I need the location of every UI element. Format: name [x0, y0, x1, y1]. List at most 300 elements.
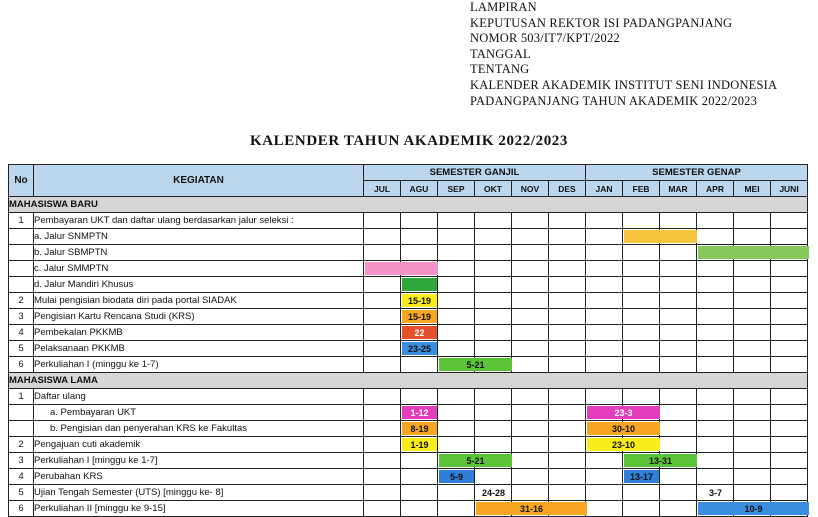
month-cell — [549, 229, 586, 245]
month-cell — [401, 357, 438, 373]
month-cell — [475, 421, 512, 437]
row-number — [9, 261, 34, 277]
activity-label: Ujian Tengah Semester (UTS) [minggu ke- 8] — [34, 485, 364, 501]
month-cell — [660, 277, 697, 293]
month-cell — [401, 325, 438, 341]
schedule-bar — [402, 278, 437, 291]
month-cell — [660, 325, 697, 341]
month-cell — [364, 309, 401, 325]
month-cell — [512, 341, 549, 357]
month-cell — [734, 245, 771, 261]
month-cell — [734, 229, 771, 245]
month-cell — [623, 453, 673, 469]
month-cell — [512, 325, 549, 341]
month-cell — [697, 469, 734, 485]
month-cell — [771, 261, 808, 277]
month-cell — [364, 405, 401, 421]
month-cell — [475, 245, 512, 261]
month-cell — [549, 357, 586, 373]
month-cell — [586, 341, 623, 357]
table-row — [9, 357, 808, 373]
month-cell — [586, 229, 623, 245]
row-number: 6 — [9, 357, 34, 373]
month-cell — [623, 501, 660, 517]
month-cell — [364, 229, 401, 245]
month-cell — [512, 469, 549, 485]
month-cell — [697, 357, 734, 373]
month-cell — [697, 341, 734, 357]
month-cell — [549, 485, 586, 501]
month-cell — [512, 357, 549, 373]
section-title: MAHASISWA LAMA — [9, 373, 808, 389]
schedule-bar: 13-17 — [624, 470, 659, 483]
month-cell — [660, 213, 697, 229]
section-row — [9, 373, 808, 389]
schedule-bar: 22 — [402, 326, 437, 339]
table-row — [9, 293, 808, 309]
month-cell — [586, 261, 623, 277]
month-cell — [549, 325, 586, 341]
activity-label: Pelaksanaan PKKMB — [34, 341, 364, 357]
month-cell — [364, 325, 401, 341]
activity-label: b. Jalur SBMPTN — [34, 245, 364, 261]
month-cell — [697, 213, 734, 229]
month-header: APR — [697, 181, 734, 197]
schedule-bar: 24-28 — [476, 486, 511, 499]
month-cell — [438, 405, 475, 421]
month-cell — [401, 277, 438, 293]
month-cell — [771, 341, 808, 357]
month-cell — [771, 213, 808, 229]
row-number: 5 — [9, 341, 34, 357]
month-cell — [660, 341, 697, 357]
month-header: OKT — [475, 181, 512, 197]
month-cell — [549, 245, 586, 261]
month-cell — [660, 453, 697, 469]
month-cell — [734, 309, 771, 325]
month-cell — [623, 405, 660, 421]
table-row — [9, 405, 808, 421]
month-cell — [660, 501, 697, 517]
month-cell — [438, 421, 475, 437]
table-row — [9, 229, 808, 245]
month-cell — [549, 501, 586, 517]
month-cell — [364, 421, 401, 437]
month-cell — [364, 293, 401, 309]
month-cell — [586, 309, 623, 325]
row-number: 4 — [9, 325, 34, 341]
month-cell — [549, 453, 586, 469]
schedule-bar: 15-19 — [402, 310, 437, 323]
month-cell — [364, 453, 401, 469]
schedule-bar: 30-10 — [587, 422, 660, 435]
month-cell — [549, 277, 586, 293]
month-cell — [660, 437, 697, 453]
month-cell — [512, 277, 549, 293]
month-cell — [401, 405, 438, 421]
month-cell — [438, 261, 475, 277]
month-cell — [586, 405, 633, 421]
month-cell — [697, 245, 734, 261]
schedule-bar: 5-9 — [439, 470, 474, 483]
month-cell — [438, 213, 475, 229]
month-cell — [438, 485, 475, 501]
month-cell — [512, 437, 549, 453]
month-cell — [697, 229, 734, 245]
month-cell — [697, 277, 734, 293]
month-cell — [771, 437, 808, 453]
activity-label: b. Pengisian dan penyerahan KRS ke Fakultas — [34, 421, 364, 437]
month-cell — [401, 245, 438, 261]
month-cell — [401, 421, 438, 437]
month-cell — [623, 469, 660, 485]
month-cell — [660, 389, 697, 405]
month-cell — [438, 341, 475, 357]
month-cell — [401, 453, 438, 469]
month-cell — [697, 325, 734, 341]
month-cell — [734, 469, 771, 485]
month-cell — [549, 261, 586, 277]
header-line: TENTANG — [470, 62, 530, 77]
month-cell — [734, 421, 771, 437]
activity-label: Pengajuan cuti akademik — [34, 437, 364, 453]
month-cell — [549, 389, 586, 405]
month-cell — [512, 485, 549, 501]
month-cell — [438, 293, 475, 309]
month-cell — [438, 469, 475, 485]
month-cell — [586, 469, 623, 485]
activity-label: d. Jalur Mandiri Khusus — [34, 277, 364, 293]
month-cell — [623, 341, 660, 357]
table-row — [9, 325, 808, 341]
month-cell — [364, 213, 401, 229]
month-cell — [623, 437, 660, 453]
month-cell — [364, 469, 401, 485]
month-cell — [771, 293, 808, 309]
header-line: KALENDER AKADEMIK INSTITUT SENI INDONESIA — [470, 77, 778, 92]
month-cell — [512, 245, 549, 261]
month-cell — [771, 501, 808, 517]
month-cell — [586, 357, 623, 373]
month-cell — [401, 389, 438, 405]
month-cell — [475, 469, 512, 485]
month-cell — [438, 245, 475, 261]
table-row — [9, 277, 808, 293]
column-header-no: No — [9, 165, 34, 197]
row-number: 6 — [9, 501, 34, 517]
column-header-kegiatan: KEGIATAN — [34, 165, 364, 197]
table-row — [9, 501, 808, 517]
month-cell — [438, 501, 475, 517]
month-cell — [771, 229, 808, 245]
month-cell — [475, 453, 512, 469]
table-row — [9, 437, 808, 453]
row-number — [9, 405, 34, 421]
month-cell — [401, 261, 438, 277]
month-cell — [660, 485, 697, 501]
month-cell — [734, 485, 771, 501]
row-number — [9, 229, 34, 245]
schedule-bar: 23-25 — [402, 342, 437, 355]
month-cell — [697, 293, 734, 309]
schedule-bar: 15-19 — [402, 294, 437, 307]
row-number — [9, 421, 34, 437]
table-row — [9, 341, 808, 357]
month-cell — [734, 389, 771, 405]
month-cell — [401, 341, 438, 357]
row-number: 3 — [9, 453, 34, 469]
table-row — [9, 485, 808, 501]
month-cell — [401, 309, 438, 325]
month-header: JUNI — [771, 181, 808, 197]
month-cell — [475, 405, 512, 421]
month-cell — [475, 437, 512, 453]
month-cell — [623, 309, 660, 325]
schedule-bar: 5-21 — [439, 454, 512, 467]
month-cell — [586, 325, 623, 341]
table-row — [9, 421, 808, 437]
activity-label: Daftar ulang — [34, 389, 364, 405]
month-cell — [512, 405, 549, 421]
month-cell — [475, 501, 544, 517]
month-cell — [734, 261, 771, 277]
month-cell — [512, 309, 549, 325]
month-cell — [475, 293, 512, 309]
activity-label: Pengisian Kartu Rencana Studi (KRS) — [34, 309, 364, 325]
month-cell — [475, 309, 512, 325]
schedule-bar: 13-31 — [624, 454, 697, 467]
activity-label: Perkuliahan I (minggu ke 1-7) — [34, 357, 364, 373]
month-cell — [660, 421, 697, 437]
page-title: KALENDER TAHUN AKADEMIK 2022/2023 — [249, 133, 569, 149]
month-cell — [512, 261, 549, 277]
month-cell — [549, 469, 586, 485]
month-cell — [697, 501, 763, 517]
month-cell — [623, 485, 660, 501]
schedule-bar: 1-19 — [402, 438, 437, 451]
month-cell — [586, 277, 623, 293]
section-title: MAHASISWA BARU — [9, 197, 808, 213]
month-cell — [697, 389, 734, 405]
month-cell — [512, 421, 549, 437]
month-cell — [438, 325, 475, 341]
month-cell — [771, 485, 808, 501]
schedule-bar: 10-9 — [698, 502, 809, 515]
month-cell — [401, 469, 438, 485]
month-header: AGU — [401, 181, 438, 197]
activity-label: Mulai pengisian biodata diri pada portal SIADAK — [34, 293, 364, 309]
row-number: 2 — [9, 293, 34, 309]
month-cell — [401, 229, 438, 245]
month-cell — [475, 485, 512, 501]
activity-label: Perkuliahan I [minggu ke 1-7] — [34, 453, 364, 469]
month-cell — [660, 309, 697, 325]
month-cell — [697, 437, 734, 453]
month-cell — [697, 421, 734, 437]
month-cell — [438, 437, 475, 453]
month-cell — [697, 485, 734, 501]
row-number: 4 — [9, 469, 34, 485]
table-row — [9, 213, 808, 229]
month-cell — [401, 213, 438, 229]
month-cell — [475, 357, 512, 373]
schedule-bar: 8-19 — [402, 422, 437, 435]
month-cell — [623, 293, 660, 309]
month-header: MAR — [660, 181, 697, 197]
semester-genap-header: SEMESTER GENAP — [586, 165, 808, 181]
header-line: LAMPIRAN — [470, 0, 537, 14]
month-cell — [623, 389, 660, 405]
month-cell — [364, 245, 401, 261]
month-cell — [512, 229, 549, 245]
month-cell — [586, 421, 636, 437]
month-cell — [586, 501, 623, 517]
month-cell — [401, 437, 438, 453]
month-cell — [771, 389, 808, 405]
month-cell — [364, 389, 401, 405]
month-cell — [512, 389, 549, 405]
month-header: JAN — [586, 181, 623, 197]
row-number: 2 — [9, 437, 34, 453]
row-number: 5 — [9, 485, 34, 501]
month-cell — [586, 213, 623, 229]
month-cell — [438, 357, 485, 373]
month-cell — [734, 437, 771, 453]
month-cell — [364, 341, 401, 357]
month-cell — [660, 261, 697, 277]
month-cell — [364, 277, 401, 293]
table-row — [9, 261, 808, 277]
table-row — [9, 453, 808, 469]
month-cell — [660, 229, 697, 245]
month-cell — [734, 453, 771, 469]
month-cell — [734, 293, 771, 309]
month-cell — [771, 453, 808, 469]
activity-label: c. Jalur SMMPTN — [34, 261, 364, 277]
activity-label: Perkuliahan II [minggu ke 9-15] — [34, 501, 364, 517]
month-header: NOV — [512, 181, 549, 197]
month-cell — [623, 421, 660, 437]
month-cell — [771, 405, 808, 421]
semester-ganjil-header: SEMESTER GANJIL — [364, 165, 586, 181]
row-number — [9, 277, 34, 293]
month-cell — [475, 325, 512, 341]
header-line: KEPUTUSAN REKTOR ISI PADANGPANJANG — [470, 15, 733, 30]
month-cell — [549, 341, 586, 357]
month-cell — [697, 405, 734, 421]
month-cell — [401, 501, 438, 517]
table-row — [9, 389, 808, 405]
month-header: MEI — [734, 181, 771, 197]
month-cell — [475, 389, 512, 405]
month-cell — [623, 213, 660, 229]
academic-calendar-table — [8, 164, 808, 517]
month-cell — [475, 341, 512, 357]
month-cell — [438, 309, 475, 325]
month-cell — [364, 485, 401, 501]
month-cell — [697, 261, 734, 277]
month-cell — [771, 309, 808, 325]
month-cell — [734, 277, 771, 293]
month-cell — [549, 293, 586, 309]
month-cell — [438, 277, 475, 293]
month-cell — [734, 501, 771, 517]
month-cell — [623, 229, 660, 245]
document-header — [470, 0, 777, 109]
table-row — [9, 469, 808, 485]
activity-label: Pembayaran UKT dan daftar ulang berdasarkan jalur seleksi : — [34, 213, 364, 229]
month-cell — [364, 261, 401, 277]
month-cell — [697, 453, 734, 469]
header-line: PADANGPANJANG TAHUN AKADEMIK 2022/2023 — [470, 93, 758, 108]
month-cell — [734, 213, 771, 229]
month-cell — [771, 357, 808, 373]
month-cell — [438, 453, 485, 469]
month-cell — [512, 213, 549, 229]
schedule-bar: 23-3 — [587, 406, 660, 419]
schedule-bar: 31-16 — [476, 502, 587, 515]
row-number: 3 — [9, 309, 34, 325]
table-row — [9, 309, 808, 325]
month-cell — [549, 437, 586, 453]
month-cell — [586, 437, 636, 453]
month-cell — [734, 341, 771, 357]
month-cell — [475, 261, 512, 277]
month-cell — [364, 437, 401, 453]
activity-label: a. Jalur SNMPTN — [34, 229, 364, 245]
month-cell — [438, 389, 475, 405]
month-cell — [364, 357, 401, 373]
schedule-bar: 3-7 — [698, 486, 733, 499]
month-cell — [623, 245, 660, 261]
month-cell — [586, 293, 623, 309]
month-cell — [438, 229, 475, 245]
month-cell — [660, 405, 697, 421]
month-cell — [549, 309, 586, 325]
schedule-bar: 23-10 — [587, 438, 660, 451]
schedule-bar: 5-21 — [439, 358, 512, 371]
month-cell — [660, 469, 697, 485]
header-line: TANGGAL — [470, 46, 531, 61]
month-cell — [771, 421, 808, 437]
month-cell — [660, 293, 697, 309]
month-cell — [549, 421, 586, 437]
activity-label: Pembekalan PKKMB — [34, 325, 364, 341]
month-cell — [475, 229, 512, 245]
month-cell — [401, 293, 438, 309]
month-cell — [512, 293, 549, 309]
section-row — [9, 197, 808, 213]
month-cell — [364, 501, 401, 517]
month-cell — [623, 357, 660, 373]
month-cell — [549, 405, 586, 421]
month-cell — [660, 245, 697, 261]
month-cell — [549, 213, 586, 229]
row-number: 1 — [9, 213, 34, 229]
month-cell — [623, 277, 660, 293]
month-cell — [475, 277, 512, 293]
table-row — [9, 245, 808, 261]
month-cell — [586, 245, 623, 261]
month-cell — [586, 453, 623, 469]
month-cell — [771, 245, 808, 261]
row-number — [9, 245, 34, 261]
schedule-bar: 1-12 — [402, 406, 437, 419]
month-cell — [734, 357, 771, 373]
month-cell — [475, 213, 512, 229]
month-cell — [697, 309, 734, 325]
row-number: 1 — [9, 389, 34, 405]
